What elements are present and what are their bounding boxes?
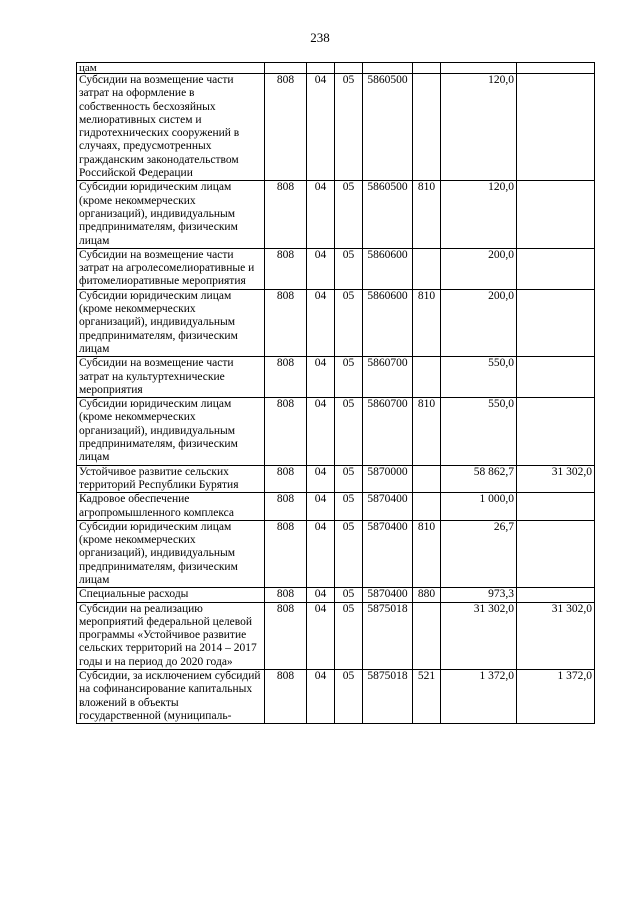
ministry-code-cell: 808 <box>265 588 307 602</box>
section-code-cell: 04 <box>307 74 335 181</box>
subsection-code-cell: 05 <box>335 520 363 587</box>
row-name-cell: Субсидии юридическим лицам (кроме некоммерческих организаций), индивидуальным предпринимателям, физическим лицам <box>77 520 265 587</box>
ministry-code-cell: 808 <box>265 520 307 587</box>
federal-amount-cell: 31 302,0 <box>517 465 595 493</box>
section-code-cell: 04 <box>307 670 335 724</box>
amount-cell: 200,0 <box>441 289 517 356</box>
table-row <box>77 357 595 398</box>
ministry-code-cell: 808 <box>265 74 307 181</box>
row-name-cell: цам <box>77 63 265 74</box>
ministry-code-cell: 808 <box>265 181 307 248</box>
row-name-cell: Субсидии на возмещение части затрат на агролесомелиоративные и фитомелиоративные мероприятия <box>77 248 265 289</box>
target-article-cell: 5860700 <box>363 357 413 398</box>
row-name-cell: Субсидии юридическим лицам (кроме некоммерческих организаций), индивидуальным предпринимателям, физическим лицам <box>77 289 265 356</box>
subsection-code-cell: 05 <box>335 398 363 465</box>
section-code-cell: 04 <box>307 520 335 587</box>
section-code-cell: 04 <box>307 493 335 521</box>
amount-cell: 58 862,7 <box>441 465 517 493</box>
federal-amount-cell <box>517 357 595 398</box>
subsection-code-cell: 05 <box>335 181 363 248</box>
amount-cell: 31 302,0 <box>441 602 517 669</box>
section-code-cell: 04 <box>307 289 335 356</box>
ministry-code-cell: 808 <box>265 248 307 289</box>
federal-amount-cell: 1 372,0 <box>517 670 595 724</box>
section-code-cell: 04 <box>307 398 335 465</box>
target-article-cell: 5860700 <box>363 398 413 465</box>
expense-type-cell <box>413 493 441 521</box>
ministry-code-cell: 808 <box>265 465 307 493</box>
expense-type-cell <box>413 74 441 181</box>
federal-amount-cell <box>517 493 595 521</box>
table-row <box>77 602 595 669</box>
amount-cell: 550,0 <box>441 357 517 398</box>
ministry-code-cell: 808 <box>265 602 307 669</box>
ministry-code-cell: 808 <box>265 398 307 465</box>
row-name-cell: Субсидии, за исключением субсидий на софинансирование капитальных вложений в объекты государственной (муниципаль- <box>77 670 265 724</box>
table-row <box>77 670 595 724</box>
amount-cell: 1 000,0 <box>441 493 517 521</box>
table-row <box>77 289 595 356</box>
federal-amount-cell <box>517 63 595 74</box>
ministry-code-cell: 808 <box>265 357 307 398</box>
expense-type-cell <box>413 63 441 74</box>
ministry-code-cell: 808 <box>265 670 307 724</box>
expense-type-cell: 880 <box>413 588 441 602</box>
table-row <box>77 63 595 74</box>
target-article-cell: 5875018 <box>363 670 413 724</box>
row-name-cell: Субсидии на реализацию мероприятий федеральной целевой программы «Устойчивое развитие сельских территорий на 2014 – 2017 годы и на период до 2020 года» <box>77 602 265 669</box>
target-article-cell: 5870400 <box>363 493 413 521</box>
subsection-code-cell: 05 <box>335 248 363 289</box>
subsection-code-cell: 05 <box>335 357 363 398</box>
subsection-code-cell: 05 <box>335 465 363 493</box>
expense-type-cell <box>413 465 441 493</box>
row-name-cell: Субсидии юридическим лицам (кроме некоммерческих организаций), индивидуальным предпринимателям, физическим лицам <box>77 398 265 465</box>
subsection-code-cell: 05 <box>335 588 363 602</box>
subsection-code-cell: 05 <box>335 289 363 356</box>
section-code-cell: 04 <box>307 465 335 493</box>
section-code-cell: 04 <box>307 357 335 398</box>
target-article-cell: 5860600 <box>363 289 413 356</box>
budget-table <box>76 62 595 724</box>
federal-amount-cell <box>517 181 595 248</box>
table-row <box>77 398 595 465</box>
ministry-code-cell <box>265 63 307 74</box>
section-code-cell: 04 <box>307 248 335 289</box>
target-article-cell: 5870400 <box>363 588 413 602</box>
target-article-cell: 5860600 <box>363 248 413 289</box>
row-name-cell: Устойчивое развитие сельских территорий Республики Бурятия <box>77 465 265 493</box>
row-name-cell: Субсидии юридическим лицам (кроме некоммерческих организаций), индивидуальным предпринимателям, физическим лицам <box>77 181 265 248</box>
subsection-code-cell: 05 <box>335 670 363 724</box>
table-row <box>77 74 595 181</box>
section-code-cell: 04 <box>307 181 335 248</box>
row-name-cell: Субсидии на возмещение части затрат на культуртехнические мероприятия <box>77 357 265 398</box>
ministry-code-cell: 808 <box>265 289 307 356</box>
federal-amount-cell <box>517 520 595 587</box>
expense-type-cell <box>413 248 441 289</box>
target-article-cell: 5870400 <box>363 520 413 587</box>
federal-amount-cell <box>517 248 595 289</box>
table-row <box>77 181 595 248</box>
amount-cell <box>441 63 517 74</box>
target-article-cell: 5860500 <box>363 74 413 181</box>
ministry-code-cell: 808 <box>265 493 307 521</box>
amount-cell: 120,0 <box>441 181 517 248</box>
expense-type-cell <box>413 357 441 398</box>
amount-cell: 120,0 <box>441 74 517 181</box>
subsection-code-cell: 05 <box>335 602 363 669</box>
expense-type-cell: 810 <box>413 520 441 587</box>
amount-cell: 550,0 <box>441 398 517 465</box>
row-name-cell: Кадровое обеспечение агропромышленного комплекса <box>77 493 265 521</box>
expense-type-cell <box>413 602 441 669</box>
target-article-cell: 5860500 <box>363 181 413 248</box>
target-article-cell <box>363 63 413 74</box>
table-row <box>77 248 595 289</box>
expense-type-cell: 810 <box>413 398 441 465</box>
table-row <box>77 588 595 602</box>
section-code-cell: 04 <box>307 588 335 602</box>
federal-amount-cell <box>517 289 595 356</box>
subsection-code-cell: 05 <box>335 74 363 181</box>
table-row <box>77 465 595 493</box>
amount-cell: 200,0 <box>441 248 517 289</box>
target-article-cell: 5875018 <box>363 602 413 669</box>
table-row <box>77 520 595 587</box>
row-name-cell: Специальные расходы <box>77 588 265 602</box>
section-code-cell: 04 <box>307 602 335 669</box>
expense-type-cell: 521 <box>413 670 441 724</box>
target-article-cell: 5870000 <box>363 465 413 493</box>
expense-type-cell: 810 <box>413 181 441 248</box>
table-row <box>77 493 595 521</box>
section-code-cell <box>307 63 335 74</box>
expense-type-cell: 810 <box>413 289 441 356</box>
row-name-cell: Субсидии на возмещение части затрат на оформление в собственность бесхозяйных мелиоративных систем и гидротехнических сооружений в случаях, предусмотренных гражданским законодательством Российской Федерации <box>77 74 265 181</box>
federal-amount-cell <box>517 588 595 602</box>
page-number: 238 <box>310 30 330 45</box>
federal-amount-cell: 31 302,0 <box>517 602 595 669</box>
amount-cell: 973,3 <box>441 588 517 602</box>
amount-cell: 1 372,0 <box>441 670 517 724</box>
federal-amount-cell <box>517 74 595 181</box>
federal-amount-cell <box>517 398 595 465</box>
amount-cell: 26,7 <box>441 520 517 587</box>
subsection-code-cell: 05 <box>335 493 363 521</box>
subsection-code-cell <box>335 63 363 74</box>
